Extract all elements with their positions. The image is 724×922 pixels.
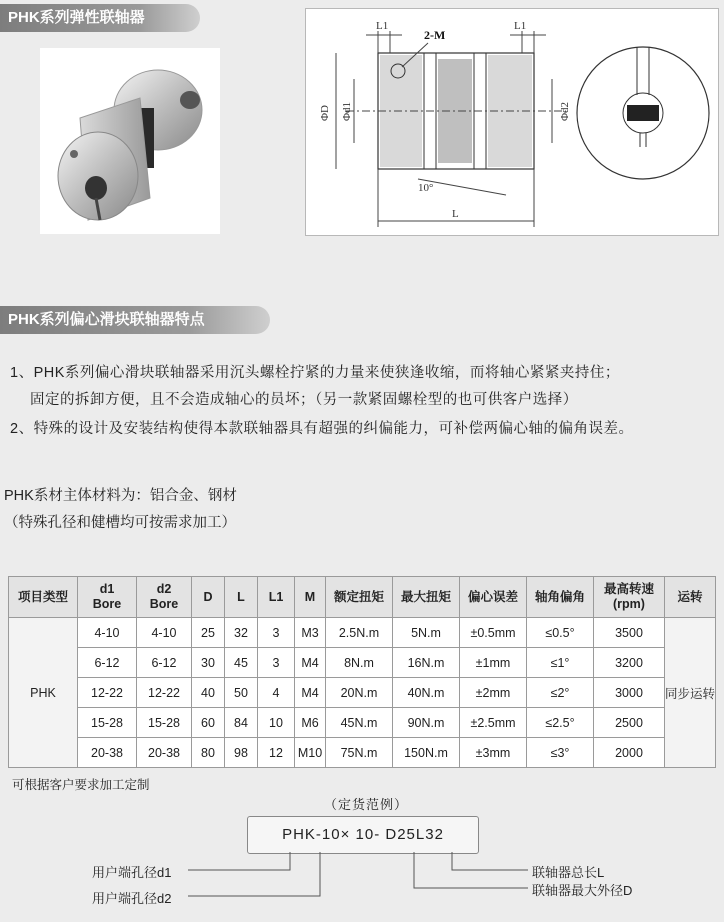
header-type: 项目类型 bbox=[9, 577, 78, 618]
header-M: M bbox=[295, 577, 326, 618]
cell-L: 98 bbox=[225, 738, 258, 768]
cell-rated-torque: 75N.m bbox=[326, 738, 393, 768]
cell-M: M4 bbox=[295, 648, 326, 678]
cell-D: 40 bbox=[192, 678, 225, 708]
cell-angular: ≤2.5° bbox=[527, 708, 594, 738]
header-d1: d1 Bore bbox=[78, 577, 137, 618]
features-title-banner: PHK系列偏心滑块联轴器特点 bbox=[0, 306, 270, 334]
cell-eccentric: ±2.5mm bbox=[460, 708, 527, 738]
custom-note: 可根据客户要求加工定制 bbox=[12, 778, 150, 792]
cell-eccentric: ±2mm bbox=[460, 678, 527, 708]
cell-M: M6 bbox=[295, 708, 326, 738]
header-operation: 运转 bbox=[665, 577, 716, 618]
dim-d2: Φd2 bbox=[559, 101, 571, 121]
label-d1: 用户端孔径d1 bbox=[92, 865, 172, 880]
cell-rated-torque: 8N.m bbox=[326, 648, 393, 678]
order-example-title: （定货范例） bbox=[324, 797, 409, 812]
header-max-torque: 最大扭矩 bbox=[393, 577, 460, 618]
cell-L1: 3 bbox=[258, 648, 295, 678]
cell-eccentric: ±3mm bbox=[460, 738, 527, 768]
cell-max-torque: 40N.m bbox=[393, 678, 460, 708]
dim-l1-left: L1 bbox=[376, 20, 389, 32]
cell-d2: 6-12 bbox=[137, 648, 192, 678]
cell-d2: 4-10 bbox=[137, 618, 192, 648]
cell-angular: ≤3° bbox=[527, 738, 594, 768]
cell-d2: 15-28 bbox=[137, 708, 192, 738]
header-rated-torque: 额定扭矩 bbox=[326, 577, 393, 618]
header-angular: 轴角偏角 bbox=[527, 577, 594, 618]
cell-max-torque: 16N.m bbox=[393, 648, 460, 678]
dim-l1-right: L1 bbox=[514, 20, 527, 32]
model-cell: PHK bbox=[9, 618, 78, 768]
dim-D: ΦD bbox=[319, 105, 331, 121]
dim-d1: Φd1 bbox=[341, 101, 353, 121]
cell-d2: 12-22 bbox=[137, 678, 192, 708]
order-code-box: PHK-10× 10- D25L32 bbox=[247, 816, 479, 854]
cell-d1: 20-38 bbox=[78, 738, 137, 768]
cell-speed: 2500 bbox=[594, 708, 665, 738]
cell-d1: 6-12 bbox=[78, 648, 137, 678]
cell-L1: 3 bbox=[258, 618, 295, 648]
header-L: L bbox=[225, 577, 258, 618]
screw-label: 2-M bbox=[424, 28, 446, 42]
cell-angular: ≤1° bbox=[527, 648, 594, 678]
cell-speed: 2000 bbox=[594, 738, 665, 768]
header-speed: 最高转速 (rpm) bbox=[594, 577, 665, 618]
cell-D: 25 bbox=[192, 618, 225, 648]
cell-d2: 20-38 bbox=[137, 738, 192, 768]
material-line-2: （特殊孔径和健槽均可按需求加工） bbox=[4, 515, 236, 531]
cell-L: 84 bbox=[225, 708, 258, 738]
cell-L: 32 bbox=[225, 618, 258, 648]
cell-rated-torque: 2.5N.m bbox=[326, 618, 393, 648]
cell-D: 30 bbox=[192, 648, 225, 678]
cell-L1: 12 bbox=[258, 738, 295, 768]
material-line-1: PHK系材主体材料为：铝合金、钢材 bbox=[4, 488, 237, 504]
feature-line-2: 固定的拆卸方便，且不会造成轴心的员坏；（另一款紧固螺栓型的也可供客户选择） bbox=[30, 392, 578, 408]
cell-M: M4 bbox=[295, 678, 326, 708]
cell-max-torque: 5N.m bbox=[393, 618, 460, 648]
cell-angular: ≤2° bbox=[527, 678, 594, 708]
operation-cell: 同步运转 bbox=[665, 618, 716, 768]
cell-eccentric: ±1mm bbox=[460, 648, 527, 678]
cell-rated-torque: 20N.m bbox=[326, 678, 393, 708]
cell-max-torque: 150N.m bbox=[393, 738, 460, 768]
feature-line-3: 2、特殊的设计及安装结构使得本款联轴器具有超强的纠偏能力，可补偿两偏心轴的偏角误差。 bbox=[10, 421, 634, 437]
cell-L: 45 bbox=[225, 648, 258, 678]
label-d2: 用户端孔径d2 bbox=[92, 891, 172, 906]
cell-eccentric: ±0.5mm bbox=[460, 618, 527, 648]
cell-rated-torque: 45N.m bbox=[326, 708, 393, 738]
cell-L1: 10 bbox=[258, 708, 295, 738]
cell-d1: 12-22 bbox=[78, 678, 137, 708]
cell-speed: 3500 bbox=[594, 618, 665, 648]
header-L1: L1 bbox=[258, 577, 295, 618]
cell-speed: 3200 bbox=[594, 648, 665, 678]
dim-length: L bbox=[452, 208, 459, 220]
label-L: 联轴器总长L bbox=[532, 865, 605, 880]
feature-line-1: 1、PHK系列偏心滑块联轴器采用沉头螺栓拧紧的力量来使狭逢收缩，而将轴心紧紧夹持住； bbox=[10, 365, 620, 381]
cell-M: M10 bbox=[295, 738, 326, 768]
dim-angle: 10° bbox=[418, 182, 434, 194]
cell-d1: 15-28 bbox=[78, 708, 137, 738]
header-eccentric: 偏心误差 bbox=[460, 577, 527, 618]
cell-D: 60 bbox=[192, 708, 225, 738]
header-D: D bbox=[192, 577, 225, 618]
label-D: 联轴器最大外径D bbox=[532, 883, 633, 898]
cell-M: M3 bbox=[295, 618, 326, 648]
cell-D: 80 bbox=[192, 738, 225, 768]
cell-angular: ≤0.5° bbox=[527, 618, 594, 648]
cell-speed: 3000 bbox=[594, 678, 665, 708]
cell-d1: 4-10 bbox=[78, 618, 137, 648]
series-title-banner: PHK系列弹性联轴器 bbox=[0, 4, 200, 32]
header-d2: d2 Bore bbox=[137, 577, 192, 618]
cell-L1: 4 bbox=[258, 678, 295, 708]
cell-L: 50 bbox=[225, 678, 258, 708]
cell-max-torque: 90N.m bbox=[393, 708, 460, 738]
